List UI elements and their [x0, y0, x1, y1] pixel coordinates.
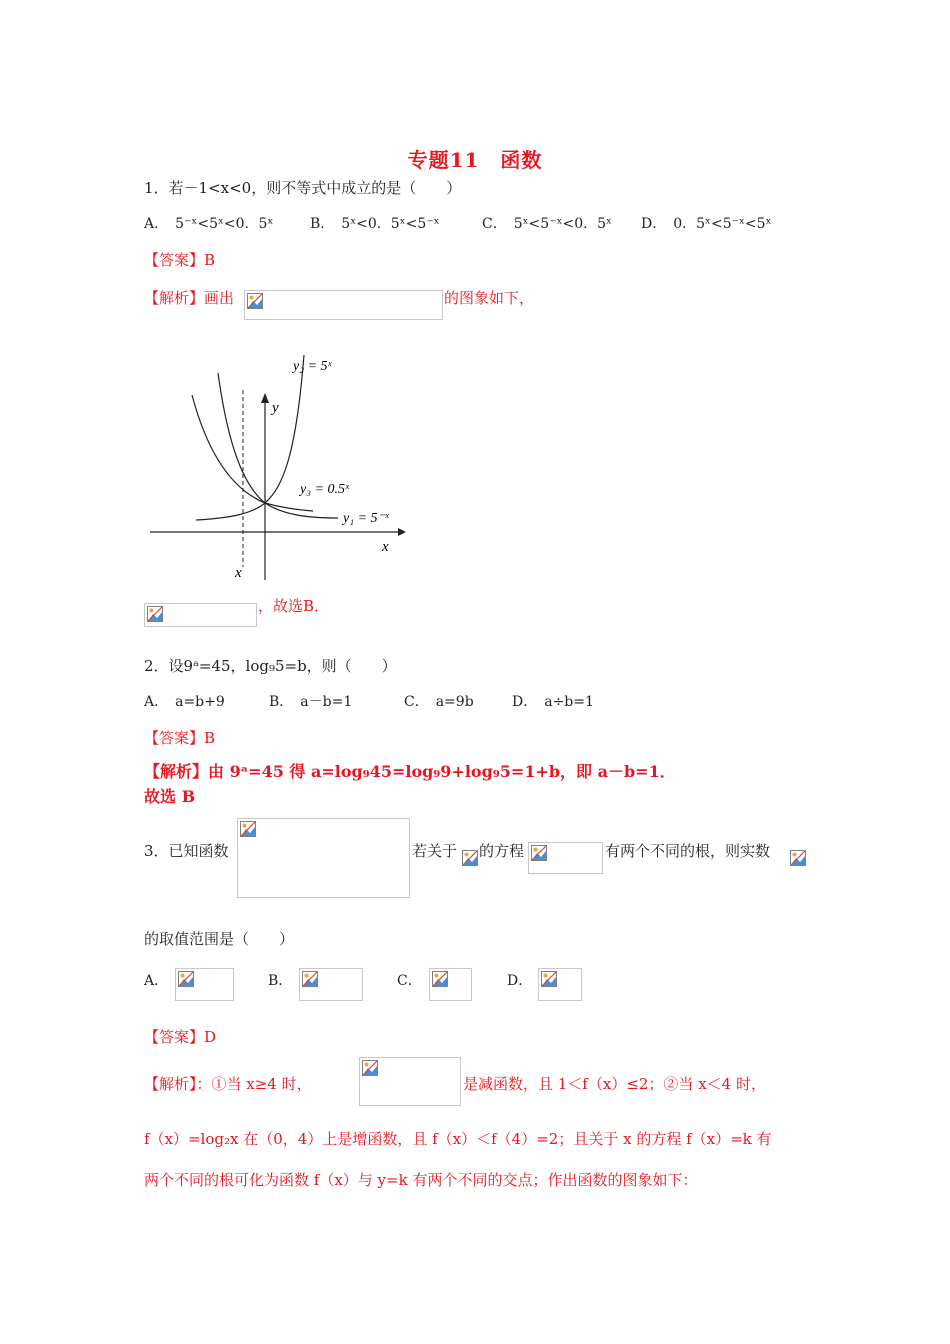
q1-answer: 【答案】B — [144, 251, 216, 269]
formula-image-placeholder — [244, 290, 443, 320]
q2-answer: 【答案】B — [144, 729, 216, 747]
q3-option-d: D． — [507, 973, 533, 989]
option-c-image-placeholder — [429, 968, 472, 1001]
q3-analysis-suffix: 是减函数，且 1＜f（x）≤2；②当 x＜4 时， — [463, 1075, 766, 1093]
label-y2: y₂ = 5ˣ — [293, 359, 332, 374]
q2-option-b: B． a－b=1 — [269, 694, 353, 710]
x-axis-label: x — [382, 539, 389, 555]
broken-image-icon — [178, 971, 194, 987]
formula-image-placeholder — [359, 1057, 461, 1106]
broken-image-icon — [240, 821, 256, 837]
x-mark-label: x — [235, 565, 242, 581]
q1-conclusion: ，故选B． — [258, 597, 330, 615]
y-axis-label: y — [272, 400, 279, 416]
q1-option-a: A． 5⁻ˣ<5ˣ<0．5ˣ — [144, 216, 274, 232]
broken-image-icon — [147, 606, 163, 622]
q1-option-b: B． 5ˣ<0．5ˣ<5⁻ˣ — [310, 216, 440, 232]
q3-stem-mid2: 的方程 — [479, 842, 525, 860]
curve-y3 — [192, 395, 313, 511]
option-b-image-placeholder — [299, 968, 363, 1001]
q3-option-a: A． — [144, 973, 169, 989]
broken-image-icon — [462, 850, 478, 866]
q3-analysis-line2: f（x）=log₂x 在（0，4）上是增函数，且 f（x）＜f（4）=2；且关于 x 的方程 f（x）=k 有 — [144, 1130, 772, 1148]
q2-analysis-line1: 【解析】由 9ᵃ=45 得 a=log₉45=log₉9+log₉5=1+b，即 a－b=1． — [144, 762, 676, 781]
q1-option-d: D． 0．5ˣ<5⁻ˣ<5ˣ — [641, 216, 772, 232]
broken-image-icon — [362, 1060, 378, 1076]
exponential-graph — [148, 345, 408, 585]
q3-analysis-prefix: 【解析】：①当 x≥4 时， — [144, 1075, 312, 1093]
formula-image-placeholder — [790, 850, 806, 868]
q2-option-d: D． a÷b=1 — [512, 694, 594, 710]
broken-image-icon — [432, 971, 448, 987]
label-y1: y₁ = 5⁻ˣ — [343, 511, 389, 526]
formula-image-placeholder — [528, 842, 603, 874]
q3-stem-prefix: 3．已知函数 — [144, 842, 229, 860]
q3-option-c: C． — [397, 973, 422, 989]
q2-option-c: C． a=9b — [404, 694, 474, 710]
q3-analysis-line3: 两个不同的根可化为函数 f（x）与 y=k 有两个不同的交点；作出函数的图象如下： — [144, 1171, 698, 1189]
q1-analysis-prefix: 【解析】画出 — [144, 289, 235, 307]
q3-answer: 【答案】D — [144, 1028, 217, 1046]
q2-analysis-line2: 故选 B — [144, 787, 196, 806]
q3-stem-line2: 的取值范围是（ ） — [144, 930, 295, 948]
page-title: 专题11 函数 — [407, 148, 543, 172]
q1-analysis-suffix: 的图象如下， — [444, 289, 535, 307]
x-axis-arrow — [398, 528, 406, 536]
y-axis-arrow — [261, 393, 269, 403]
broken-image-icon — [531, 845, 547, 861]
broken-image-icon — [302, 971, 318, 987]
formula-image-placeholder — [462, 850, 478, 866]
broken-image-icon — [541, 971, 557, 987]
label-y3: y₃ = 0.5ˣ — [300, 482, 349, 497]
q1-option-c: C． 5ˣ<5⁻ˣ<0．5ˣ — [482, 216, 612, 232]
option-d-image-placeholder — [538, 968, 582, 1001]
q3-option-b: B． — [268, 973, 293, 989]
option-a-image-placeholder — [175, 968, 234, 1001]
question-2-stem: 2．设9ᵃ=45，log₉5=b，则（ ） — [144, 657, 397, 675]
q2-option-a: A． a=b+9 — [144, 694, 225, 710]
q3-stem-mid3: 有两个不同的根，则实数 — [605, 842, 771, 860]
broken-image-icon — [790, 850, 806, 866]
broken-image-icon — [247, 293, 263, 309]
question-1-stem: 1．若－1<x<0，则不等式中成立的是（ ） — [144, 179, 462, 197]
q3-stem-mid1: 若关于 — [412, 842, 458, 860]
formula-image-placeholder — [237, 818, 410, 898]
formula-image-placeholder — [144, 603, 257, 627]
